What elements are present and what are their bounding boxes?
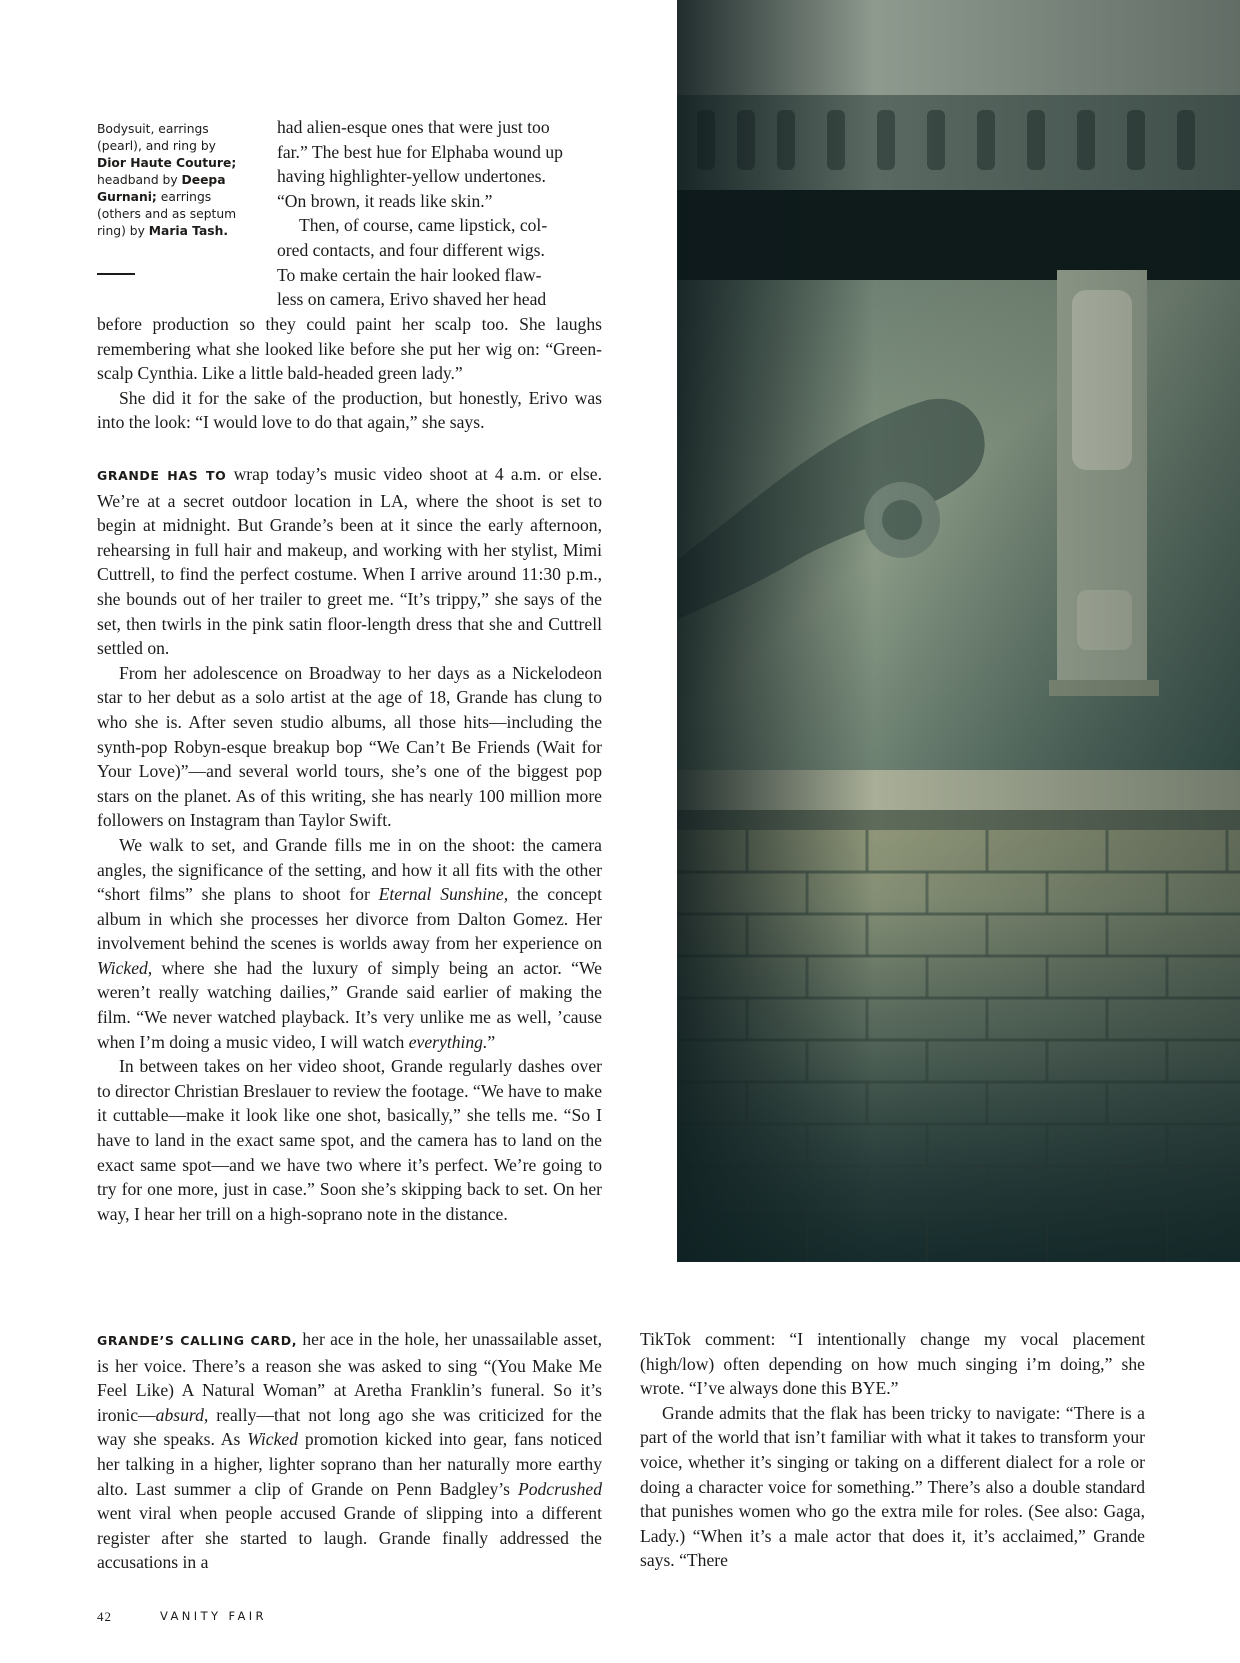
film-title: Wicked (247, 1429, 299, 1450)
paragraph-text: We walk to set, and Grande fills me in on the shoot: the camera angles, the significance of the setting, and how it all fits with the other “short films” she plans to shoot for (97, 834, 602, 905)
facade-photo (677, 0, 1240, 1262)
caption-text: headband by (97, 173, 182, 187)
caption-text: earrings (others and as septum ring) by (97, 190, 237, 238)
podcast-title: Podcrushed (517, 1478, 602, 1499)
caption-credit-tash: Maria Tash. (148, 224, 229, 238)
paragraph-text: went viral when people accused Grande of slipping into a different register after she started to laugh. Grande finally addressed the accusations in a (97, 1503, 602, 1573)
paragraph-text: promotion kicked into gear, fans noticed her talking in a higher, lighter soprano than her naturally more earthy alto. Last summer a clip of Grande on Penn Badgley’s (97, 1429, 602, 1499)
emphasis: everything. (408, 1031, 488, 1052)
facade-photo-art (677, 0, 1240, 1262)
page-number: 42 (97, 1609, 112, 1624)
photo-caption (97, 121, 247, 240)
text-line: “On brown, it reads like skin.” (277, 190, 493, 211)
paragraph-text: where she had the luxury of simply being an actor. “We weren’t really watching dailies,” Grande said earlier of making the film. “We never watched playback. It’s very unlike me as well, ’cause when I’m doing a music video, I will watch (97, 957, 602, 1052)
paragraph (97, 1327, 602, 1575)
text-line: Then, of course, came lipstick, col- (299, 215, 548, 236)
paragraph-text: wrap today’s music video shoot at 4 a.m. or else. We’re at a secret outdoor location in LA, where the shoot is set to begin at midnight. But Grande’s been at it since the early afternoon, rehearsing in full hair and makeup, and working with her stylist, Mimi Cuttrell, to find the perfect costume. When I arrive around 11:30 p.m., she bounds out of her trailer to greet me. “It’s trippy,” she says of the set, then twirls in the pink satin floor-length dress that she and Cuttrell settled on. (97, 464, 602, 659)
caption-credit-dior: Dior Haute Couture; (97, 156, 237, 170)
paragraph-text: really—that not long ago she was criticized for the way she speaks. As (97, 1404, 602, 1450)
column-top-narrow (277, 115, 602, 312)
section-lead-in: GRANDE HAS TO (97, 468, 227, 483)
caption-text: Bodysuit, earrings (pearl), and ring by (97, 122, 216, 153)
paragraph: She did it for the sake of the production, but honestly, Erivo was into the look: “I would love to do that again,” she says. (97, 387, 602, 433)
caption-rule (97, 273, 135, 275)
text-line: less on camera, Erivo shaved her head (277, 289, 547, 310)
paragraph: Grande admits that the flak has been tricky to navigate: “There is a part of the world that isn’t familiar with what it takes to transform your voice, whether it’s singing or taking on a different dialect for a role or doing a character voice for something.” There’s also a double standard that punishes women who go the extra mile for roles. (See also: Gaga, Lady.) “When it’s a male actor that does it, it’s acclaimed,” Grande says. “There (640, 1402, 1145, 1571)
text-line: having highlighter-yellow undertones. (277, 166, 546, 187)
caption-credit-gurnani: Deepa Gurnani; (97, 173, 226, 204)
paragraph: From her adolescence on Broadway to her days as a Nickelodeon star to her debut as a solo artist at the age of 18, Grande has clung to who she is. After seven studio albums, all those hits—including the synth-pop Robyn-esque breakup bop “We Can’t Be Friends (Wait for Your Love)”—and several world tours, she’s one of the biggest pop stars on the planet. As of this writing, she has nearly 100 million more followers on Instagram than Taylor Swift. (97, 662, 602, 831)
paragraph: In between takes on her video shoot, Grande regularly dashes over to director Christian Breslauer to review the footage. “We have to make it cuttable—make it look like one shot, basically,” she tells me. “So I have to land in the exact same spot, and the camera has to land on the exact same spot—and we have two where it’s perfect. We’re going to try for one more, just in case.” Soon she’s skipping back to set. On her way, I hear her trill on a high-soprano note in the distance. (97, 1056, 602, 1224)
text-line: ored contacts, and four different wigs. (277, 239, 545, 260)
section-lead-in: GRANDE’S CALLING CARD, (97, 1333, 298, 1348)
section-grande-has-to (97, 462, 602, 1226)
emphasis: absurd, (155, 1404, 209, 1425)
section-calling-card-right (640, 1327, 1145, 1573)
paragraph-text: the concept album in which she processes her divorce from Dalton Gomez. Her involvement behind the scenes is worlds away from her experience on (97, 884, 602, 954)
text-line: To make certain the hair looked flaw- (277, 264, 542, 285)
column-top-wide (97, 312, 602, 435)
paragraph: before production so they could paint her scalp too. She laughs remembering what she looked like before she put her wig on: “Green-scalp Cynthia. Like a little bald-headed green lady.” (97, 314, 602, 384)
paragraph (97, 833, 602, 1054)
text-line: far.” The best hue for Elphaba wound up (277, 141, 563, 162)
magazine-name: VANITY FAIR (160, 1609, 267, 1623)
film-title: Wicked, (97, 957, 153, 978)
section-calling-card-left (97, 1327, 602, 1575)
album-title: Eternal Sunshine, (378, 884, 509, 905)
paragraph (97, 462, 602, 661)
text-line: had alien-esque ones that were just too (277, 117, 550, 137)
paragraph: TikTok comment: “I intentionally change my vocal placement (high/low) often depending on how much singing i’m doing,” she wrote. “I’ve always done this BYE.” (640, 1329, 1145, 1399)
paragraph-text: ” (487, 1031, 496, 1052)
paragraph-text: her ace in the hole, her unassailable asset, is her voice. There’s a reason she was asked to sing “(You Make Me Feel Like) A Natural Woman” at Aretha Franklin’s funeral. So it’s ironic— (97, 1329, 602, 1425)
